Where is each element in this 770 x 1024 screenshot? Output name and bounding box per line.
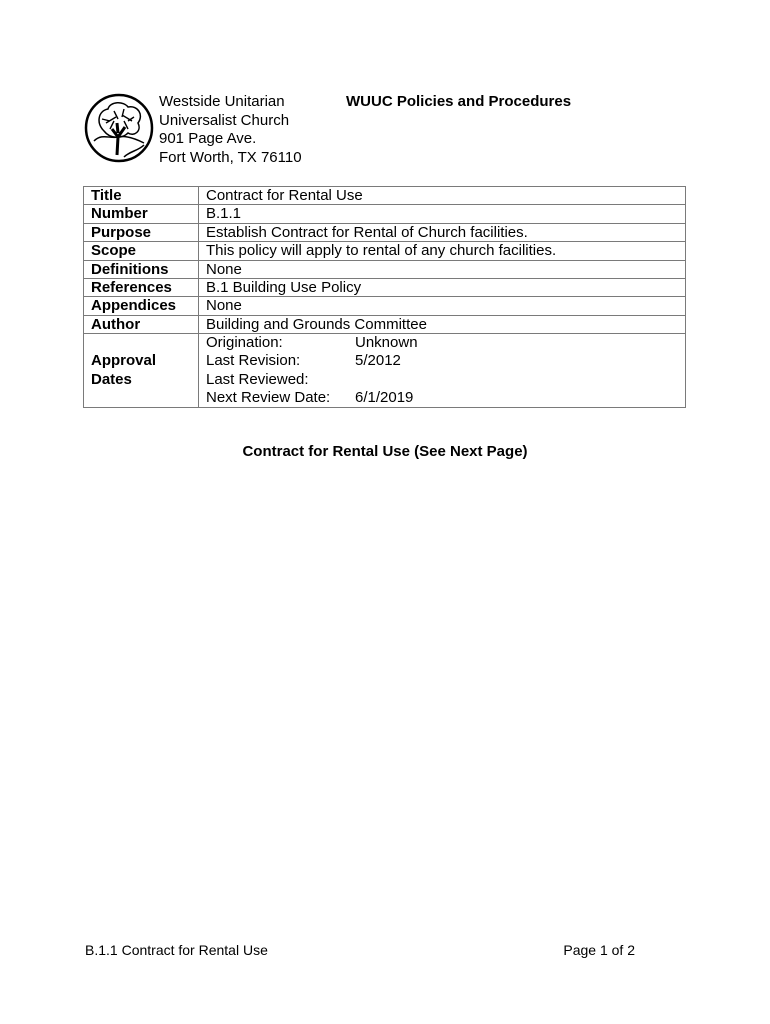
row-value: B.1.1 <box>199 205 686 223</box>
approval-dates-row <box>84 334 686 408</box>
table-row <box>84 187 686 205</box>
row-value: This policy will apply to rental of any church facilities. <box>199 242 686 260</box>
date-entry <box>206 352 685 370</box>
row-label: Author <box>84 315 199 333</box>
date-value: 6/1/2019 <box>355 389 414 407</box>
date-key: Last Reviewed: <box>206 370 309 388</box>
row-label: References <box>84 278 199 296</box>
church-tree-logo <box>84 93 154 163</box>
row-value: Establish Contract for Rental of Church facilities. <box>199 223 686 241</box>
approval-dates-label <box>84 334 199 408</box>
row-value: Building and Grounds Committee <box>199 315 686 333</box>
date-key: Last Revision: <box>206 352 301 370</box>
org-line: Universalist Church <box>159 111 290 129</box>
date-entry <box>206 334 685 352</box>
date-value: 5/2012 <box>355 352 401 370</box>
table-row <box>84 260 686 278</box>
row-label: Definitions <box>84 260 199 278</box>
date-key: Next Review Date: <box>206 389 331 407</box>
approval-label-line: Approval <box>91 352 157 370</box>
row-value: Contract for Rental Use <box>199 187 686 205</box>
row-label: Scope <box>84 242 199 260</box>
date-entry <box>206 389 685 407</box>
document-title: WUUC Policies and Procedures <box>346 93 572 110</box>
row-value: None <box>199 297 686 315</box>
org-line: Fort Worth, TX 76110 <box>159 148 302 166</box>
row-label: Number <box>84 205 199 223</box>
date-entry <box>206 371 685 389</box>
table-row <box>84 315 686 333</box>
row-label: Appendices <box>84 297 199 315</box>
section-subtitle: Contract for Rental Use (See Next Page) <box>242 443 528 460</box>
policy-metadata-table <box>83 186 686 408</box>
date-value: Unknown <box>355 334 418 352</box>
table-row <box>84 278 686 296</box>
row-value: B.1 Building Use Policy <box>199 278 686 296</box>
row-label: Purpose <box>84 223 199 241</box>
approval-label-line: Dates <box>91 370 132 388</box>
date-key: Origination: <box>206 334 283 352</box>
table-row <box>84 205 686 223</box>
footer-page-number: Page 1 of 2 <box>563 942 635 958</box>
table-row <box>84 297 686 315</box>
org-line: 901 Page Ave. <box>159 130 257 147</box>
row-value: None <box>199 260 686 278</box>
organization-address <box>159 93 302 167</box>
table-row <box>84 223 686 241</box>
org-line: Westside Unitarian <box>159 93 285 110</box>
approval-dates-values <box>199 334 686 408</box>
row-label: Title <box>84 187 199 205</box>
footer-document-name: B.1.1 Contract for Rental Use <box>85 942 268 958</box>
table-row <box>84 242 686 260</box>
